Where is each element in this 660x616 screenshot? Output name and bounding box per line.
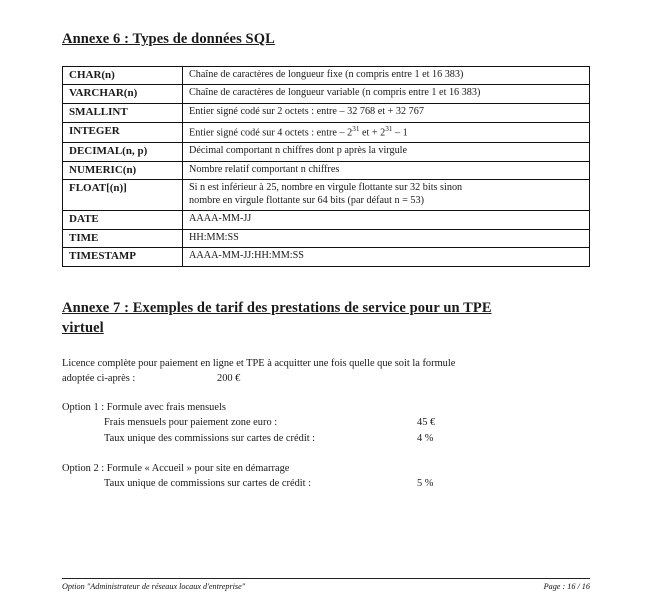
desc-cell: HH:MM:SS (183, 229, 590, 248)
table-row (63, 122, 590, 142)
desc-exponent: 31 (352, 124, 360, 133)
option-line-value: 45 € (417, 417, 436, 429)
option-line-label: Frais mensuels pour paiement zone euro : (104, 417, 278, 429)
desc-cell (183, 180, 590, 211)
desc-part: – 1 (392, 127, 408, 139)
type-cell: DATE (63, 210, 183, 229)
type-cell: FLOAT[(n)] (63, 180, 183, 211)
type-cell: CHAR(n) (63, 66, 183, 85)
annexe7-title-line2: virtuel (62, 319, 104, 336)
option-block-1 (62, 402, 590, 446)
page-footer (62, 578, 590, 591)
desc-exponent: 31 (385, 124, 393, 133)
option-1-heading: Option 1 : Formule avec frais mensuels (62, 402, 226, 414)
table-row (63, 104, 590, 123)
intro-line-2-label: adoptée ci-après : (62, 373, 136, 385)
desc-line: Si n est inférieur à 25, nombre en virgule flottante sur 32 bits sinon (189, 182, 463, 194)
desc-cell: Chaîne de caractères de longueur fixe (n compris entre 1 et 16 383) (183, 66, 590, 85)
table-row (63, 210, 590, 229)
option-line-value: 5 % (417, 477, 434, 489)
option-1-line-2 (62, 431, 590, 447)
table-row (63, 161, 590, 180)
desc-cell: Chaîne de caractères de longueur variable (n compris entre 1 et 16 383) (183, 85, 590, 104)
page-content (62, 30, 590, 491)
type-cell: TIMESTAMP (63, 248, 183, 267)
desc-part: Entier signé codé sur 4 octets : entre – 2 (189, 127, 353, 139)
desc-cell: AAAA-MM-JJ (183, 210, 590, 229)
footer-left-text: Option "Administrateur de réseaux locaux d'entreprise" (62, 582, 246, 591)
table-row (63, 66, 590, 85)
option-line-label: Taux unique de commissions sur cartes de crédit : (104, 477, 312, 489)
intro-line-1: Licence complète pour paiement en ligne et TPE à acquitter une fois quelle que soit la formule (62, 358, 456, 370)
option-block-2 (62, 463, 590, 492)
annexe7-section (62, 299, 590, 491)
footer-page-number: Page : 16 / 16 (543, 582, 590, 591)
intro-price: 200 € (217, 373, 241, 385)
table-row (63, 248, 590, 267)
type-cell: TIME (63, 229, 183, 248)
desc-cell: Décimal comportant n chiffres dont p après la virgule (183, 142, 590, 161)
option-1-line-1 (62, 415, 590, 431)
table-row (63, 142, 590, 161)
table-row (63, 180, 590, 211)
annexe6-title: Annexe 6 : Types de données SQL (62, 31, 275, 47)
option-2-line-1 (62, 476, 590, 492)
table-row (63, 85, 590, 104)
type-cell: INTEGER (63, 122, 183, 142)
desc-line: nombre en virgule flottante sur 64 bits (par défaut n = 53) (189, 195, 424, 207)
annexe7-title-line1: Annexe 7 : Exemples de tarif des prestations de service pour un TPE (62, 300, 492, 317)
type-cell: SMALLINT (63, 104, 183, 123)
option-line-label: Taux unique des commissions sur cartes de crédit : (104, 433, 316, 445)
desc-cell (183, 122, 590, 142)
table-row (63, 229, 590, 248)
option-line-value: 4 % (417, 433, 434, 445)
desc-cell: Nombre relatif comportant n chiffres (183, 161, 590, 180)
option-2-heading: Option 2 : Formule « Accueil » pour site en démarrage (62, 462, 290, 474)
desc-cell: AAAA-MM-JJ:HH:MM:SS (183, 248, 590, 267)
intro-line-2 (62, 371, 590, 386)
desc-cell: Entier signé codé sur 2 octets : entre – 32 768 et + 32 767 (183, 104, 590, 123)
annexe7-title (62, 299, 590, 338)
annexe7-intro (62, 356, 590, 386)
type-cell: DECIMAL(n, p) (63, 142, 183, 161)
desc-part: et + 2 (359, 127, 386, 139)
type-cell: VARCHAR(n) (63, 85, 183, 104)
type-cell: NUMERIC(n) (63, 161, 183, 180)
sql-types-table (62, 66, 590, 268)
